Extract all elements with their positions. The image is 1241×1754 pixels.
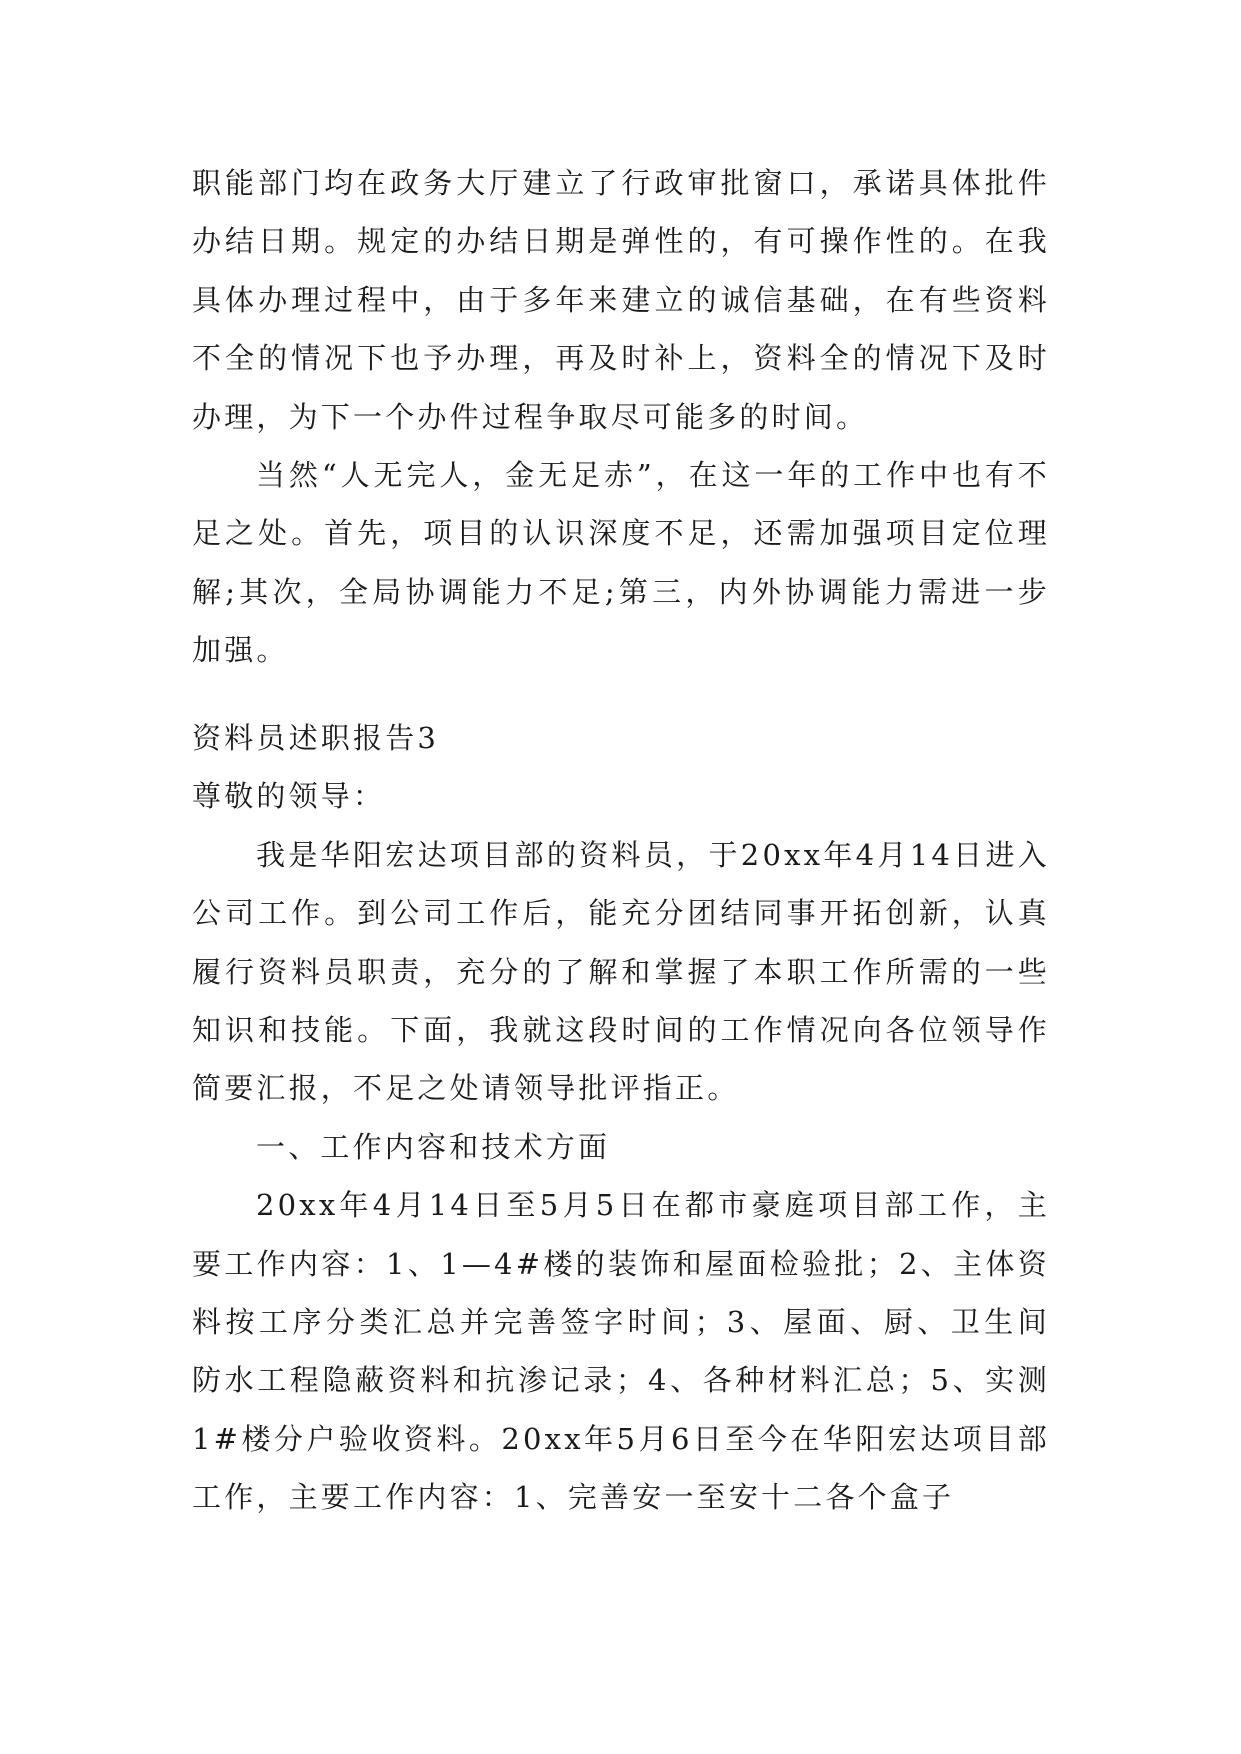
report-section — [192, 709, 1050, 1527]
paragraph-shortcomings: 当然“人无完人，金无足赤”，在这一年的工作中也有不足之处。首先，项目的认识深度不足，还需加强项目定位理解;其次，全局协调能力不足;第三，内外协调能力需进一步加强。 — [192, 458, 1050, 668]
section-heading-work-content: 一、工作内容和技术方面 — [256, 1129, 611, 1164]
paragraph-approval-window: 职能部门均在政务大厅建立了行政审批窗口，承诺具体批件办结日期。规定的办结日期是弹性的，有可操作性的。在我具体办理过程中，由于多年来建立的诚信基础，在有些资料不全的情况下也予办理，再及时补上，资料全的情况下及时办理，为下一个办件过程争取尽可能多的时间。 — [192, 166, 1050, 434]
salutation: 尊敬的领导： — [192, 779, 386, 814]
paragraph-work-details: 20xx年4月14日至5月5日在都市豪庭项目部工作，主要工作内容：1、1—4#楼的装饰和屋面检验批；2、主体资料按工序分类汇总并完善签字时间；3、屋面、厨、卫生间防水工程隐蔽资料和抗渗记录；4、各种材料汇总；5、实测1#楼分户验收资料。20xx年5月6日至今在华阳宏达项目部工作，主要工作内容：1、完善安一至安十二各个盒子 — [192, 1188, 1050, 1515]
report-title: 资料员述职报告3 — [192, 721, 440, 755]
continued-section — [192, 154, 1050, 680]
paragraph-introduction: 我是华阳宏达项目部的资料员，于20xx年4月14日进入公司工作。到公司工作后，能充分团结同事开拓创新，认真履行资料员职责，充分的了解和掌握了本职工作所需的一些知识和技能。下面，我就这段时间的工作情况向各位领导作简要汇报，不足之处请领导批评指正。 — [192, 837, 1050, 1106]
